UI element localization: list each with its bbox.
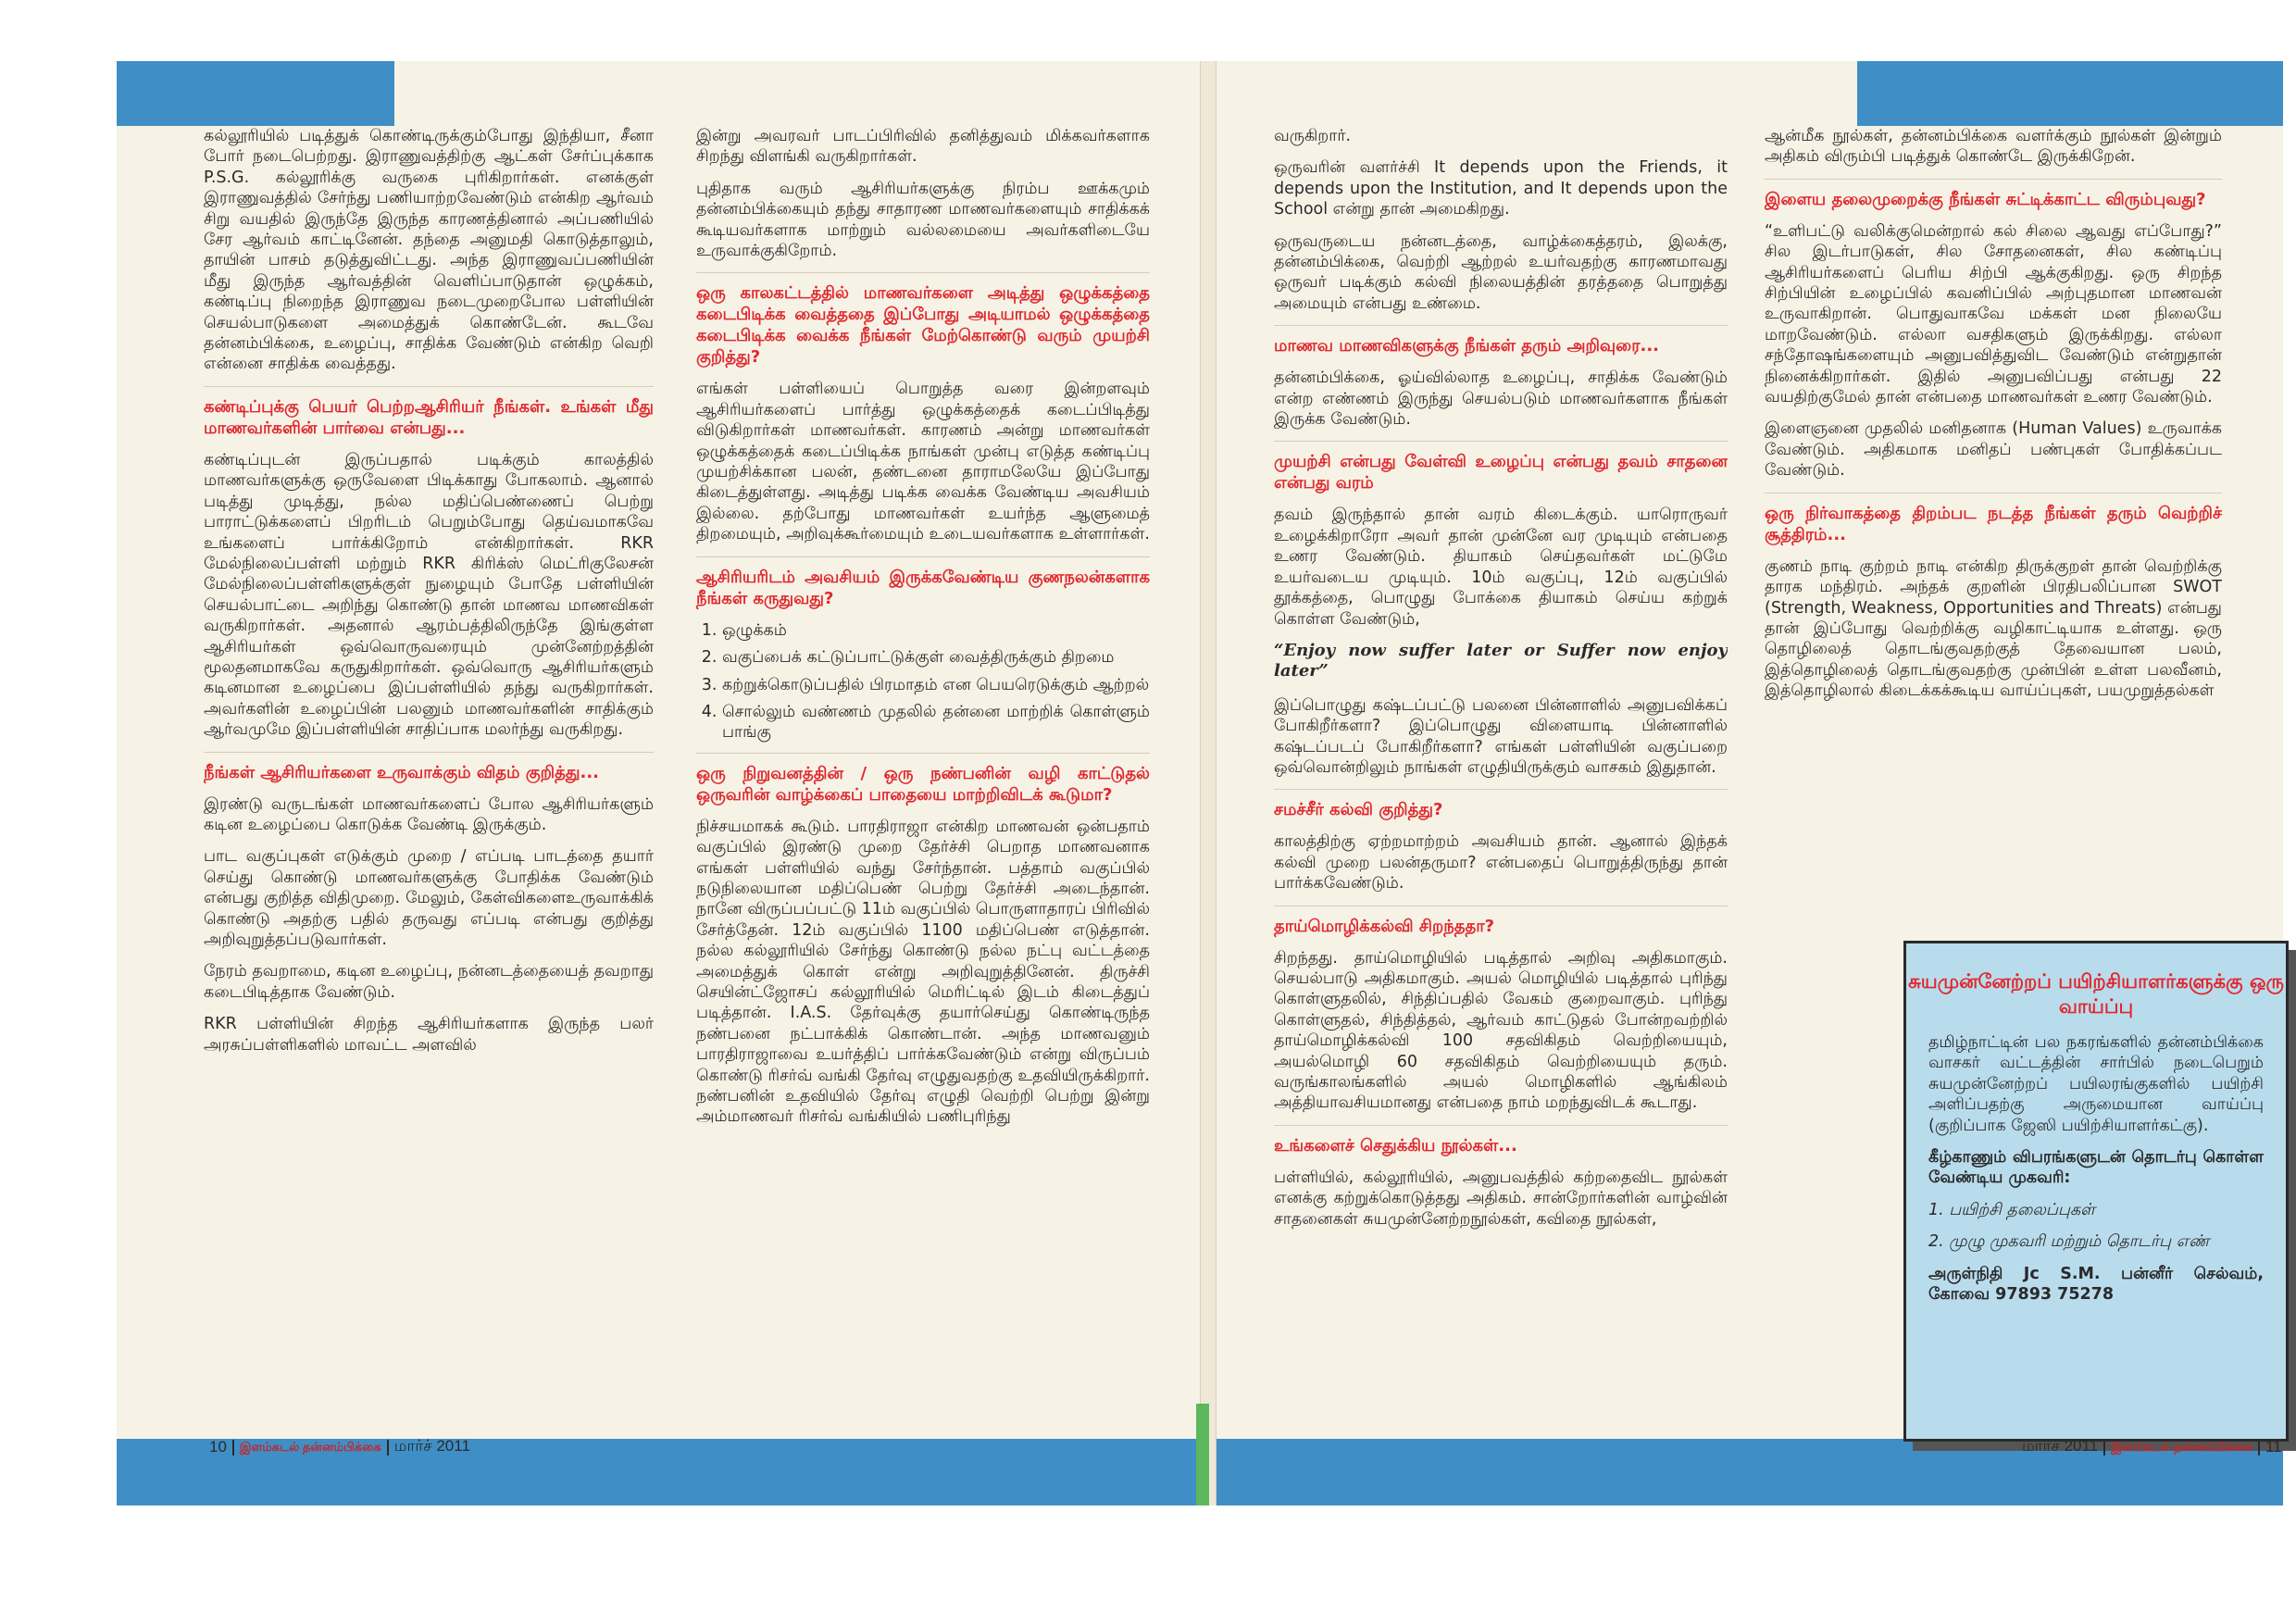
interview-question: ஒரு நிர்வாகத்தை திறம்பட நடத்த நீங்கள் தரும் வெற்றிச் சூத்திரம்... — [1765, 503, 2222, 544]
article-paragraph: “உளிபட்டு வலிக்குமென்றால் கல் சிலை ஆவது எப்போது?” சில இடர்பாடுகள், சில சோதனைகள், சில கண்டிப்பு ஆசிரியர்களைப் பெரிய சிற்பி ஆக்குகிறது. ஒரு சிறந்த சிற்பியின் உழைப்பில் கவனிப்பில் அற்புதமான மாணவன் உருவாகிறான். பொதுவாகவே மக்கள் மன நிலையே மாறவேண்டும். எல்லா வசதிகளும் இருக்கிறது. எல்லா சந்தோஷங்களையும் அனுபவித்துவிட வேண்டும் என்றுதான் நினைக்கிறார்கள். இதில் அனுபவிப்பது என்பது 22 வயதிற்குமேல் தான் என்பதை மாணவர்கள் உணர வேண்டும். — [1765, 221, 2222, 407]
list-item: 4. சொல்லும் வண்ணம் முதலில் தன்னை மாற்றிக் கொள்ளும் பாங்கு — [722, 702, 1150, 743]
right-column-2 — [1765, 126, 2222, 913]
list-item: 2. வகுப்பைக் கட்டுப்பாட்டுக்குள் வைத்திருக்கும் திறமை — [722, 647, 1150, 668]
article-paragraph: எங்கள் பள்ளியைப் பொறுத்த வரை இன்றளவும் ஆசிரியர்களைப் பார்த்து ஒழுக்கத்தைக் கடைப்பிடித்து விடுகிறார்கள் மாணவர்கள். காரணம் அன்று மாணவர்கள் ஒழுக்கத்தைக் கடைப்பிடிக்க நாங்கள் முன்பு எடுத்த கண்டிப்பு முயற்சிக்கான பலன், தண்டனை தாராமலேயே இப்போது கிடைத்துள்ளது. அடித்து படிக்க வைக்க வேண்டிய அவசியம் இல்லை. தற்போது மாணவர்கள் உயர்ந்த ஆளுமைத் திறமையும், அறிவுக்கூர்மையும் உடையவர்களாக உள்ளார்கள். — [696, 380, 1150, 544]
spine-gutter — [1200, 61, 1217, 1505]
interview-question: ஒரு காலகட்டத்தில் மாணவர்களை அடித்து ஒழுக்கத்தை கடைபிடிக்க வைத்ததை இப்போது அடியாமல் ஒழுக்கத்தை கடைபிடிக்க வைக்க நீங்கள் மேற்கொண்டு வரும் முயற்சி குறித்து? — [696, 283, 1150, 368]
announcement-contact-intro: கீழ்காணும் விபரங்களுடன் தொடர்பு கொள்ள வேண்டிய முகவரி: — [1928, 1148, 2264, 1188]
article-paragraph: ஒருவருடைய நன்னடத்தை, வாழ்க்கைத்தரம், இலக்கு, தன்னம்பிக்கை, வெற்றி ஆற்றல் உயர்வதற்கு காரணமாவது ஒருவர் படிக்கும் கல்வி நிலையத்தின் தரத்ததை பொறுத்து அமையும் என்பது உண்மை. — [1274, 231, 1728, 313]
interview-question: தாய்மொழிக்கல்வி சிறந்ததா? — [1274, 916, 1495, 936]
article-paragraph: ஒருவரின் வளர்ச்சி It depends upon the Friends, it depends upon the Institution, and It depends upon the School என்று தான் அமைகிறது. — [1274, 158, 1728, 219]
interview-question: முயற்சி என்பது வேள்வி உழைப்பு என்பது தவம் சாதனை என்பது வரம் — [1274, 452, 1728, 493]
section-divider — [1274, 441, 1728, 442]
article-paragraph: தன்னம்பிக்கை, ஓய்வில்லாத உழைப்பு, சாதிக்க வேண்டும் என்ற எண்ணம் இருந்து செயல்படும் மாணவர்களாக நீங்கள் இருக்க வேண்டும். — [1274, 369, 1728, 430]
magazine-logo: இளம்கடல் தன்னம்பிக்கை — [2103, 1440, 2260, 1455]
article-paragraph: புதிதாக வரும் ஆசிரியர்களுக்கு நிரம்ப ஊக்கமும் தன்னம்பிக்கையும் தந்து சாதாரண மாணவர்களையும் சாதிக்கக் கூடியவர்களாக மாற்றும் வல்லமையை அவர்களிடையே உருவாக்குகிறோம். — [696, 179, 1150, 261]
page-number: 10 — [209, 1438, 227, 1455]
article-paragraph: இளைஞனை முதலில் மனிதனாக (Human Values) உருவாக்க வேண்டும். அதிகமாக மனிதப் பண்புகள் போதிக்கப்பட வேண்டும். — [1765, 419, 2222, 481]
announcement-item-1: 1. பயிற்சி தலைப்புகள் — [1928, 1200, 2095, 1219]
interview-question: ஒரு நிறுவனத்தின் / ஒரு நண்பனின் வழி காட்டுதல் ஒருவரின் வாழ்க்கைப் பாதையை மாற்றிவிடக் கூடுமா? — [696, 763, 1150, 805]
article-paragraph: நிச்சயமாகக் கூடும். பாரதிராஜா என்கிற மாணவன் ஒன்பதாம் வகுப்பில் இரண்டு முறை தேர்ச்சி பெறாத மாணவனாக எங்கள் பள்ளியில் வந்து சேர்ந்தான். பத்தாம் வகுப்பில் நடுநிலையான மதிப்பெண் பெற்று தேர்ச்சி அடைந்தான். நானே விருப்பப்பட்டு 11ம் வகுப்பில் பொருளாதாரப் பிரிவில் சேர்த்தேன். 12ம் வகுப்பில் 1100 மதிப்பெண் எடுத்தான். நல்ல கல்லூரியில் சேர்ந்து கொண்டு நல்ல நட்பு வட்டத்தை அமைத்துக் கொள் என்று அறிவுறுத்தினேன். திருச்சி செயின்ட்ஜோசப் கல்லூரியில் மெரிட்டில் இடம் கிடைத்துப் படித்தான். I.A.S. தேர்வுக்கு தயார்செய்து கொண்டிருந்த நண்பனை நட்பாக்கிக் கொண்டான். அந்த மாணவனும் பாரதிராஜாவை உயர்த்திப் பார்க்கவேண்டும் என்று விருப்பம் கொண்டு ரிசர்வ் வங்கி தேர்வு எழுதுவதற்கு உதவியிருக்கிறார். நண்பனின் உதவியில் தேர்வு எழுதி வெற்றி பெற்று இன்று அம்மாணவர் ரிசர்வ் வங்கியில் பணிபுரிந்து — [696, 817, 1150, 1127]
article-paragraph: கண்டிப்புடன் இருப்பதால் படிக்கும் காலத்தில் மாணவர்களுக்கு ஒருவேளை பிடிக்காது போகலாம். ஆனால் படித்து முடித்து, நல்ல மதிப்பெண்ணைப் பெற்று பாராட்டுக்களைப் பிறரிடம் பெறும்போது தெய்வமாகவே உங்களைப் பார்க்கிறோம் என்கிறார்கள். RKR மேல்நிலைப்பள்ளி மற்றும் RKR கிரிக்ஸ் மெட்ரிகுலேசன் மேல்நிலைப்பள்ளிகளுக்குள் நுழையும் போதே பள்ளியின் செயல்பாட்டை அறிந்து கொண்டு தான் மாணவ மாணவிகள் வருகிறார்கள். அதனால் ஆரம்பத்திலிருந்தே இங்குள்ள ஆசிரியர்கள் ஒவ்வொருவரையும் முன்னேற்றத்தின் மூலதனமாகவே கருதுகிறார்கள். ஒவ்வொரு ஆசிரியர்களும் கடினமான உழைப்பை இப்பள்ளியில் தந்து வருகிறார்கள். அவர்களின் உழைப்பின் பலனும் மாணவர்களின் சாதிக்கும் ஆர்வமுமே இப்பள்ளியின் சாதிப்பாக மலர்ந்து வருகிறது. — [204, 450, 654, 740]
spine-green-strip — [1196, 1404, 1209, 1505]
left-column-1 — [204, 126, 654, 1404]
section-divider — [1274, 789, 1728, 790]
interview-question: சமச்சீர் கல்வி குறித்து? — [1274, 800, 1443, 820]
article-paragraph: இப்பொழுது கஷ்டப்பட்டு பலனை பின்னாளில் அனுபவிக்கப் போகிறீர்களா? இப்பொழுது விளையாடி பின்னாளில் கஷ்டப்படப் போகிறீர்களா? எங்கள் பள்ளியின் வகுப்பறை ஒவ்வொன்றிலும் நாங்கள் எழுதியிருக்கும் வாசகம் இதுதான். — [1274, 695, 1728, 777]
section-divider — [1765, 179, 2222, 180]
article-paragraph: குணம் நாடி குற்றம் நாடி என்கிற திருக்குறள் தான் வெற்றிக்கு தாரக மந்திரம். அந்தக் குறளின் பிரதிபலிப்பான SWOT (Strength, Weakness, Opportunities and Threats) என்பது தான் இப்போது வெற்றிக்கு வழிகாட்டியாக உள்ளது. ஒரு தொழிலைத் தொடங்குவதற்குத் தேவையான பலம், இத்தொழிலைத் தொடங்குவதற்கு முன்பின் உள்ள பலவீனம், இத்தொழிலால் கிடைக்கக்கூடிய வாய்ப்புகள், பயமுறுத்தல்கள் — [1765, 556, 2222, 701]
article-paragraph: RKR பள்ளியின் சிறந்த ஆசிரியர்களாக இருந்த பலர் அரசுப்பள்ளிகளில் மாவட்ட அளவில் — [204, 1015, 654, 1055]
article-paragraph: நேரம் தவறாமை, கடின உழைப்பு, நன்னடத்தையைத் தவறாது கடைபிடித்தாக வேண்டும். — [204, 962, 654, 1002]
page-number: 11 — [2265, 1438, 2282, 1455]
section-divider — [204, 752, 654, 753]
article-paragraph: சிறந்தது. தாய்மொழியில் படித்தால் அறிவு அதிகமாகும். செயல்பாடு அதிகமாகும். அயல் மொழியில் படித்தால் புரிந்து கொள்ளுதலில், சிந்திப்பதில் வேகம் குறைவாகும். புரிந்து கொள்ளுதல், சிந்தித்தல், ஆர்வம் காட்டுதல் போன்றவற்றில் தாய்மொழிக்கல்வி 100 சதவிகிதம் வெற்றியையும், அயல்மொழி 60 சதவிகிதம் வெற்றியையும் தரும். வருங்காலங்களில் அயல் மொழிகளில் ஆங்கிலம் அத்தியாவசியமானது என்பதை நாம் மறந்துவிடக் கூடாது. — [1274, 948, 1728, 1113]
section-divider — [696, 556, 1150, 557]
section-divider — [696, 272, 1150, 273]
left-column-2 — [696, 126, 1150, 1404]
announcement-contact — [1928, 1264, 2264, 1305]
right-top-band — [1857, 61, 2283, 126]
issue-date: மார்ச் 2011 — [2022, 1437, 2099, 1455]
article-paragraph: இரண்டு வருடங்கள் மாணவர்களைப் போல ஆசிரியர்களும் கடின உழைப்பை கொடுக்க வேண்டி இருக்கும். — [204, 794, 654, 834]
article-paragraph: காலத்திற்கு ஏற்றமாற்றம் அவசியம் தான். ஆனால் இந்தக் கல்வி முறை பலன்தருமா? என்பதைப் பொறுத்திருந்து தான் பார்க்கவேண்டும். — [1274, 832, 1728, 893]
announcement-item-2: 2. முழு முகவரி மற்றும் தொடர்பு எண் — [1928, 1232, 2210, 1252]
list-item: 3. கற்றுக்கொடுப்பதில் பிரமாதம் என பெயரெடுக்கும் ஆற்றல் — [722, 675, 1150, 695]
article-paragraph: இன்று அவரவர் பாடப்பிரிவில் தனித்துவம் மிக்கவர்களாக சிறந்து விளங்கி வருகிறார்கள். — [696, 127, 1150, 167]
list-item: 1. ஒழுக்கம் — [722, 620, 1150, 641]
article-paragraph: தவம் இருந்தால் தான் வரம் கிடைக்கும். யாரொருவர் உழைக்கிறாரோ அவர் தான் முன்னே வர முடியும் என்பதை உணர வேண்டும். தியாகம் செய்தவர்கள் மட்டுமே உயர்வடைய முடியும். 10ம் வகுப்பு, 12ம் வகுப்பில் தூக்கத்தை, பொழுது போக்கை தியாகம் செய்ய கற்றுக் கொள்ள வேண்டும், — [1274, 506, 1728, 629]
article-paragraph: பாட வகுப்புகள் எடுக்கும் முறை / எப்படி பாடத்தை தயார் செய்து கொண்டு மாணவர்களுக்கு போதிக்க வேண்டும் என்பது குறித்த விதிமுறை. மேலும், கேள்விகளைஉருவாக்கிக் கொண்டு அதற்கு பதில் தருவது எப்படி என்பது குறித்து அறிவுறுத்தப்படுவார்கள். — [204, 847, 654, 949]
interview-question: இளைய தலைமுறைக்கு நீங்கள் சுட்டிக்காட்ட விரும்புவது? — [1765, 189, 2206, 209]
contact-place: கோவை 97893 75278 — [1928, 1285, 2115, 1305]
magazine-spread — [117, 61, 2283, 1505]
announcement-box — [1903, 941, 2289, 1442]
pull-quote: “Enjoy now suffer later or Suffer now enjoy later” — [1274, 640, 1728, 681]
magazine-logo: இளம்கடல் தன்னம்பிக்கை — [232, 1440, 389, 1455]
interview-question: நீங்கள் ஆசிரியர்களை உருவாக்கும் விதம் குறித்து... — [204, 762, 600, 782]
section-divider — [696, 753, 1150, 754]
section-divider — [1274, 325, 1728, 326]
section-divider — [1274, 1125, 1728, 1126]
article-paragraph: ஆன்மீக நூல்கள், தன்னம்பிக்கை வளர்க்கும் நூல்கள் இன்றும் அதிகம் விரும்பி படித்துக் கொண்டே இருக்கிறேன். — [1765, 127, 2222, 167]
right-folio — [2022, 1437, 2282, 1457]
right-column-1 — [1274, 126, 1728, 1404]
interview-question: ஆசிரியரிடம் அவசியம் இருக்கவேண்டிய குணநலன்களாக நீங்கள் கருதுவது? — [696, 567, 1150, 608]
section-divider — [204, 386, 654, 387]
left-folio — [209, 1437, 470, 1457]
article-paragraph: பள்ளியில், கல்லூரியில், அனுபவத்தில் கற்றதைவிட நூல்கள் எனக்கு கற்றுக்கொடுத்தது அதிகம். சான்றோர்களின் வாழ்வின் சாதனைகள் சுயமுன்னேற்றநூல்கள், கவிதை நூல்கள், — [1274, 1168, 1728, 1229]
contact-name: அருள்நிதி Jc S.M. பன்னீர் செல்வம், — [1928, 1264, 2264, 1283]
article-paragraph: வருகிறார். — [1274, 127, 1352, 145]
left-top-band — [117, 61, 394, 126]
article-paragraph: கல்லூரியில் படித்துக் கொண்டிருக்கும்போது இந்தியா, சீனா போர் நடைபெற்றது. இராணுவத்திற்கு ஆட்கள் சேர்ப்புக்காக P.S.G. கல்லூரிக்கு வருகை புரிகிறார்கள். எனக்குள் இராணுவத்தில் சேர்ந்து பணியாற்றவேண்டும் என்கிற ஆர்வம் சிறு வயதில் இருந்தே இருந்த காரணத்தினால் அப்பணியில் சேர ஆர்வம் காட்டினேன். தந்தை அனுமதி கொடுத்தாலும், தாயின் பாசம் தடுத்துவிட்டது. அந்த இராணுவப்பணியின் மீது இருந்த ஆர்வத்தின் வெளிப்பாடுதான் ஒழுக்கம், கண்டிப்பு நிறைந்த இராணுவ நடைமுறைபோல பள்ளியின் செயல்பாடுகளை அமைத்துக் கொண்டேன். கூடவே தன்னம்பிக்கை, உழைப்பு, சாதிக்க வேண்டும் என்கிற வெறி என்னை சாதிக்க வைத்தது. — [204, 127, 654, 374]
qualities-list — [696, 620, 1150, 743]
interview-question: மாணவ மாணவிகளுக்கு நீங்கள் தரும் அறிவுரை... — [1274, 336, 1660, 356]
interview-question: உங்களைச் செதுக்கிய நூல்கள்... — [1274, 1135, 1517, 1156]
interview-question: கண்டிப்புக்கு பெயர் பெற்றஆசிரியர் நீங்கள். உங்கள் மீது மாணவர்களின் பார்வை என்பது... — [204, 396, 654, 438]
announcement-title: சுயமுன்னேற்றப் பயிற்சியாளர்களுக்கு ஒரு வாய்ப்பு — [1908, 970, 2284, 1018]
issue-date: மார்ச் 2011 — [393, 1437, 470, 1455]
announcement-text: தமிழ்நாட்டின் பல நகரங்களில் தன்னம்பிக்கை வாசகர் வட்டத்தின் சார்பில் நடைபெறும் சுயமுன்னேற்றப் பயிலரங்குகளில் பயிற்சி அளிப்பதற்கு அருமையான வாய்ப்பு (குறிப்பாக ஜேஸி பயிற்சியாளர்கட்கு). — [1928, 1033, 2264, 1135]
